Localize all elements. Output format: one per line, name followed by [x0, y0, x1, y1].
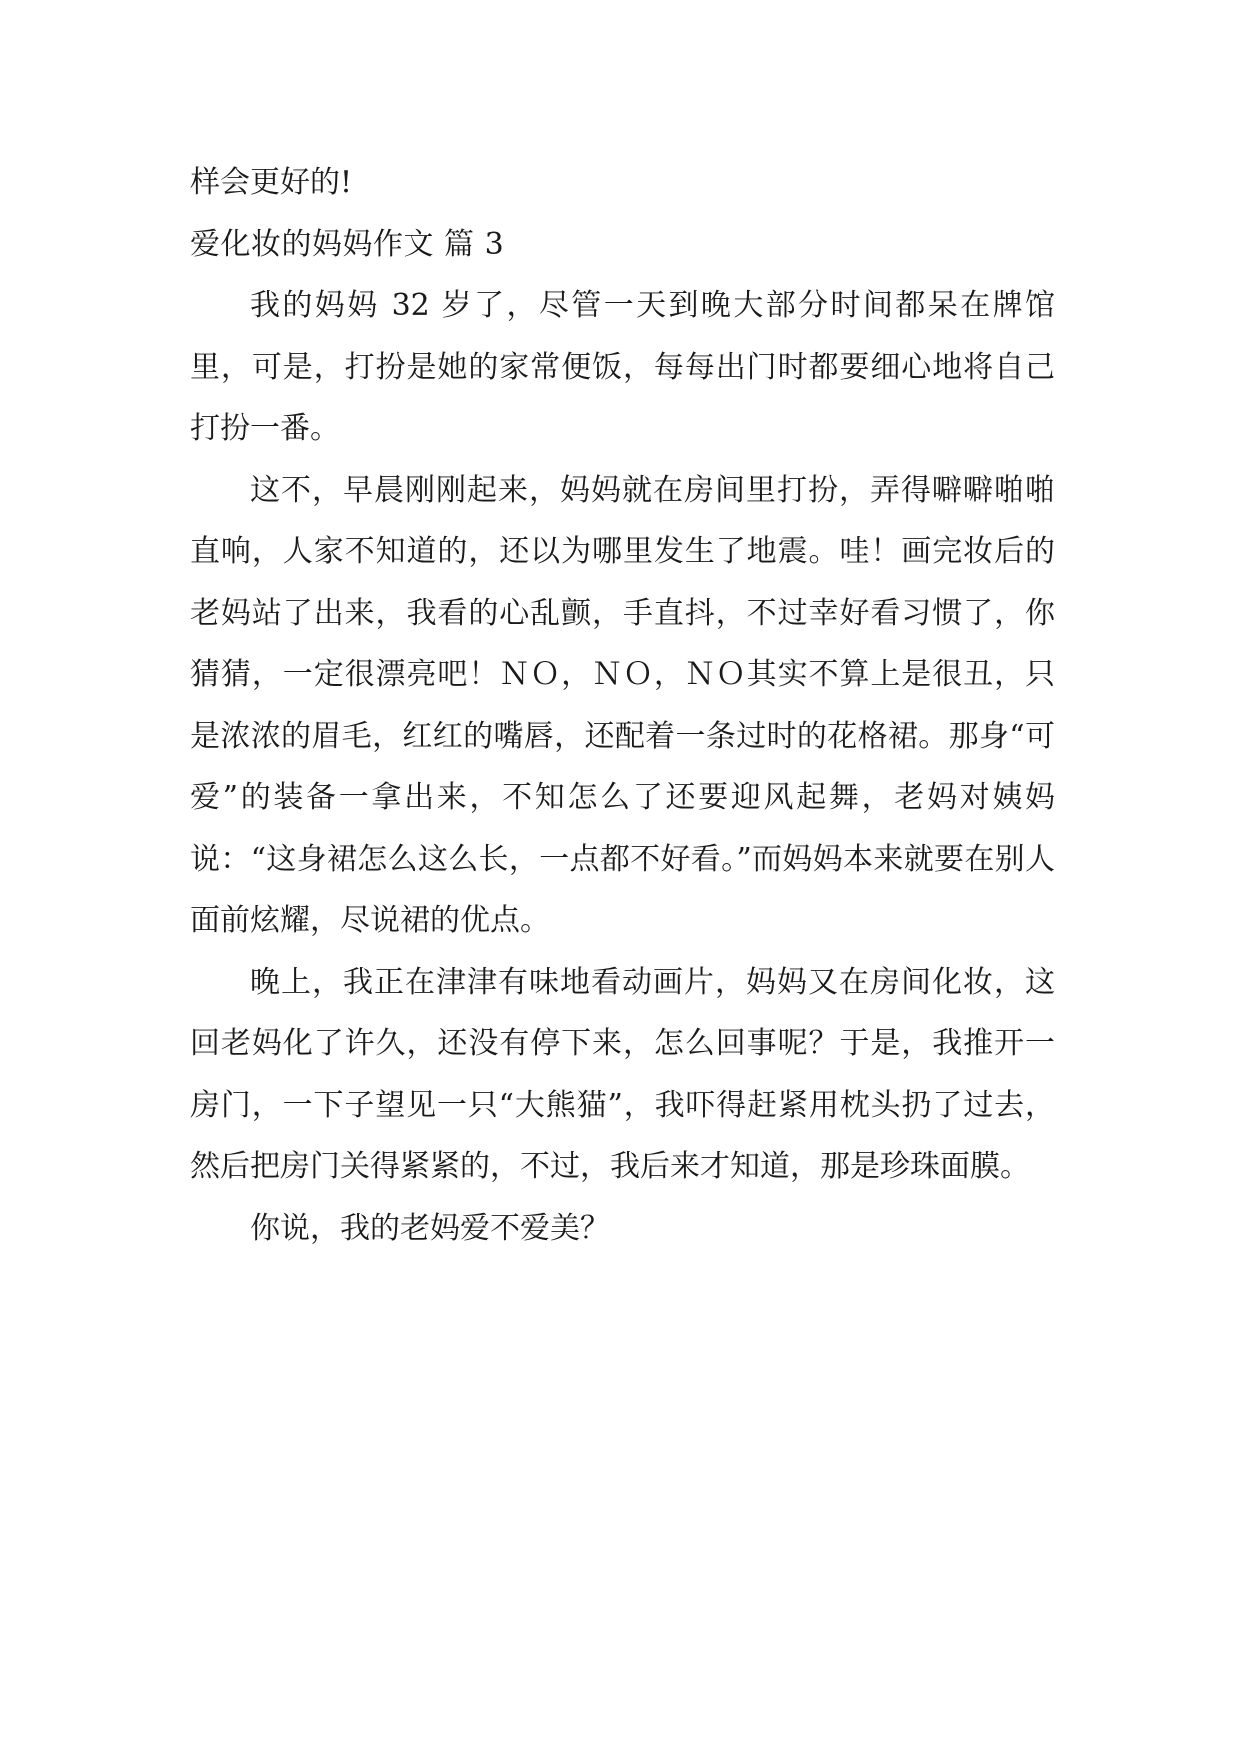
paragraph: 晚上，我正在津津有味地看动画片，妈妈又在房间化妆，这回老妈化了许久，还没有停下来，怎么回事呢？于是，我推开一房门，一下子望见一只“大熊猫”，我吓得赶紧用枕头扔了过去，然后把房门关得紧紧的，不过，我后来才知道，那是珍珠面膜。	[190, 964, 1055, 1184]
paragraph: 这不，早晨刚刚起来，妈妈就在房间里打扮，弄得噼噼啪啪直响，人家不知道的，还以为哪里发生了地震。哇！画完妆后的老妈站了出来，我看的心乱颤，手直抖，不过幸好看习惯了，你猜猜，一定很漂亮吧！ＮＯ，ＮＯ，ＮＯ其实不算上是很丑，只是浓浓的眉毛，红红的嘴唇，还配着一条过时的花格裙。那身“可爱”的装备一拿出来，不知怎么了还要迎风起舞，老妈对姨妈说：“这身裙怎么这么长，一点都不好看。”而妈妈本来就要在别人面前炫耀，尽说裙的优点。	[190, 472, 1055, 938]
document-body	[190, 152, 1055, 1259]
section-title: 爱化妆的妈妈作文 篇 3	[190, 226, 505, 262]
paragraph: 你说，我的老妈爱不爱美？	[250, 1210, 610, 1246]
continuation-line: 样会更好的!	[190, 165, 353, 200]
paragraph: 我的妈妈 32 岁了，尽管一天到晚大部分时间都呆在牌馆里，可是，打扮是她的家常便饭，每每出门时都要细心地将自己打扮一番。	[190, 288, 1055, 446]
